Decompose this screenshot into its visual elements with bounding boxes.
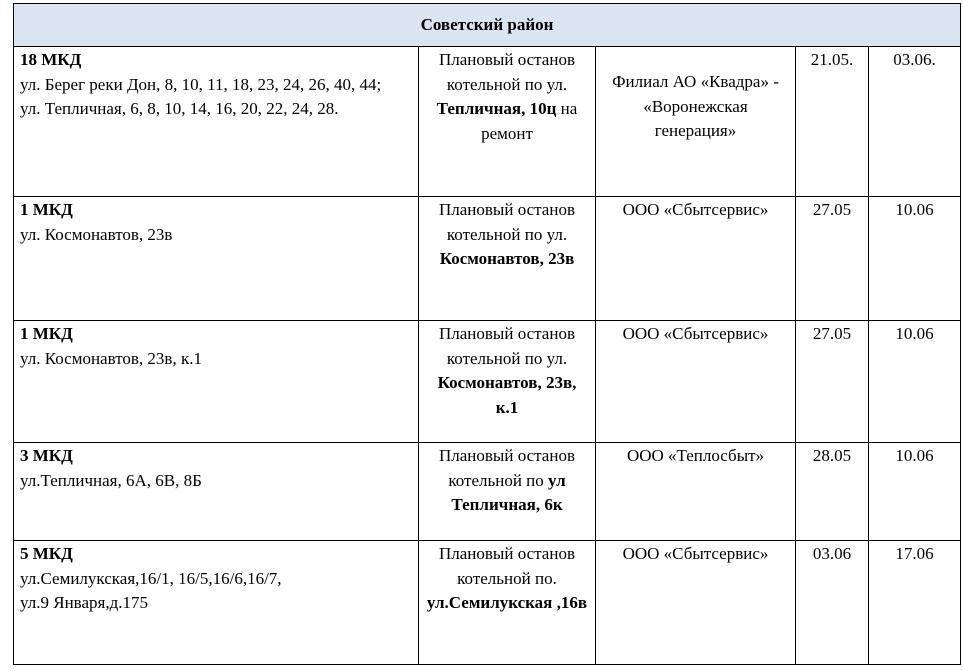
- address-cell: [14, 197, 419, 321]
- end-date: 17.06: [869, 541, 961, 665]
- start-date: 27.05: [796, 197, 869, 321]
- address-line: ул. Берег реки Дон, 8, 10, 11, 18, 23, 24, 26, 40, 44;: [20, 74, 382, 94]
- start-date: 27.05: [796, 321, 869, 443]
- district-title: Советский район: [14, 4, 961, 47]
- reason-cell: [419, 541, 596, 665]
- organization-cell: ООО «Теплосбыт»: [596, 443, 796, 541]
- address-line: ул.Тепличная, 6А, 6В, 8Б: [20, 470, 202, 490]
- table-row: [14, 47, 961, 197]
- end-date: 10.06: [869, 443, 961, 541]
- address-line: ул. Космонавтов, 23в: [20, 224, 173, 244]
- table-row: [14, 197, 961, 321]
- reason-cell: [419, 321, 596, 443]
- address-cell: [14, 47, 419, 197]
- organization-cell: Филиал АО «Квадра» - «Воронежская генерация»: [596, 47, 796, 197]
- building-count: 1 МКД: [20, 200, 73, 219]
- reason-text: Плановый останов котельной по: [439, 446, 575, 490]
- address-line: ул.Семилукская,16/1, 16/5,16/6,16/7,: [20, 568, 282, 588]
- organization-cell: ООО «Сбытсервис»: [596, 321, 796, 443]
- address-line: ул. Тепличная, 6, 8, 10, 14, 16, 20, 22, 24, 28.: [20, 99, 339, 118]
- boiler-address: ул.Семилукская ,16в: [426, 593, 588, 612]
- building-count: 18 МКД: [20, 50, 82, 69]
- start-date: 28.05: [796, 443, 869, 541]
- table-row: [14, 443, 961, 541]
- table-row: [14, 321, 961, 443]
- address-cell: [14, 443, 419, 541]
- building-count: 1 МКД: [20, 324, 73, 343]
- table-row: [14, 541, 961, 665]
- address-cell: [14, 321, 419, 443]
- end-date: 03.06.: [869, 47, 961, 197]
- reason-text: Плановый останов котельной по ул.: [439, 50, 575, 94]
- boiler-address: Космонавтов, 23в: [439, 249, 575, 268]
- boiler-address: Тепличная, 10ц: [436, 99, 557, 118]
- district-header-row: [14, 4, 961, 47]
- boiler-address: Космонавтов, 23в, к.1: [437, 373, 577, 417]
- start-date: 03.06: [796, 541, 869, 665]
- building-count: 3 МКД: [20, 446, 73, 465]
- start-date: 21.05.: [796, 47, 869, 197]
- reason-text: Плановый останов котельной по ул.: [439, 324, 575, 368]
- boiler-address: ул Тепличная, 6к: [451, 470, 566, 514]
- outage-table: [13, 3, 961, 665]
- address-line: ул. Космонавтов, 23в, к.1: [20, 348, 202, 368]
- reason-cell: [419, 47, 596, 197]
- address-cell: [14, 541, 419, 665]
- organization-cell: ООО «Сбытсервис»: [596, 541, 796, 665]
- building-count: 5 МКД: [20, 544, 73, 563]
- reason-cell: [419, 443, 596, 541]
- reason-cell: [419, 197, 596, 321]
- organization-cell: ООО «Сбытсервис»: [596, 197, 796, 321]
- reason-suffix: на ремонт: [481, 99, 578, 143]
- end-date: 10.06: [869, 197, 961, 321]
- end-date: 10.06: [869, 321, 961, 443]
- reason-text: Плановый останов котельной по.: [439, 544, 575, 588]
- address-line: ул.9 Января,д.175: [20, 593, 148, 612]
- reason-text: Плановый останов котельной по ул.: [439, 200, 575, 244]
